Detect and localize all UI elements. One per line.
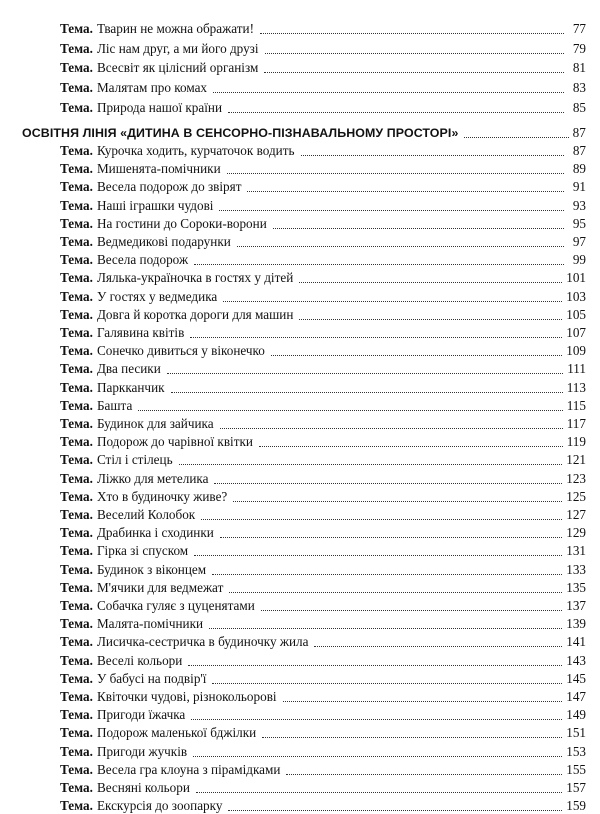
- entry-page-number: 147: [566, 689, 586, 704]
- entry-label: Тема.: [60, 488, 93, 504]
- entry-title: Ведмедикові подарунки: [96, 234, 231, 249]
- toc-entry: [60, 670, 586, 687]
- entry-label: Тема.: [60, 252, 93, 268]
- entry-title: Всесвіт як цілісний організм: [96, 60, 259, 76]
- toc-entry: [60, 160, 586, 177]
- entry-label: Тема.: [60, 99, 93, 115]
- toc-entry: [60, 724, 586, 741]
- entry-title: Весняні кольори: [96, 780, 190, 795]
- toc-entry: [60, 470, 586, 487]
- entry-label: Тема.: [60, 689, 93, 704]
- toc-entry: [60, 99, 586, 116]
- toc-entry: [60, 233, 586, 250]
- entry-page-number: 127: [566, 507, 586, 522]
- entry-title: Лисичка-сестричка в будиночку жила: [96, 634, 309, 650]
- toc-entry: [60, 761, 586, 778]
- entry-label: Тема.: [60, 652, 93, 668]
- entry-page-number: 95: [572, 215, 586, 231]
- entry-label: Тема.: [60, 40, 93, 56]
- entry-page-number: 111: [567, 361, 586, 377]
- dot-leader: [194, 554, 562, 556]
- entry-page-number: 107: [566, 325, 586, 340]
- dot-leader: [228, 111, 564, 113]
- entry-label: Тема.: [60, 60, 93, 76]
- entry-page-number: 157: [566, 780, 586, 795]
- dot-leader: [190, 336, 562, 338]
- toc-entry: [60, 59, 586, 76]
- dot-leader: [219, 209, 564, 211]
- dot-leader: [299, 318, 562, 320]
- entry-label: Тема.: [60, 707, 93, 723]
- dot-leader: [261, 609, 562, 611]
- entry-label: Тема.: [60, 80, 93, 96]
- entry-page-number: 121: [566, 452, 586, 468]
- dot-leader: [171, 391, 563, 393]
- toc-entry: [60, 633, 586, 650]
- dot-leader: [209, 627, 562, 629]
- entry-title: Будинок з віконцем: [96, 561, 207, 577]
- entry-title: Собачка гуляє з цуценятами: [96, 598, 255, 613]
- toc-entry: [60, 506, 586, 523]
- dot-leader: [229, 591, 562, 593]
- entry-title: На гостини до Сороки-ворони: [96, 215, 267, 231]
- entry-title: Курочка ходить, курчаточок водить: [96, 143, 295, 158]
- entry-page-number: 149: [566, 707, 586, 723]
- toc-entry: [60, 215, 586, 232]
- entry-label: Тема.: [60, 579, 93, 595]
- dot-leader: [227, 172, 564, 174]
- entry-title: Веселий Колобок: [96, 507, 196, 522]
- entry-label: Тема.: [60, 543, 93, 559]
- entry-title: Малятам про комах: [96, 80, 208, 96]
- entry-page-number: 135: [566, 579, 586, 595]
- toc-entry: [60, 324, 586, 341]
- dot-leader: [237, 245, 564, 247]
- entry-title: Сонечко дивиться у віконечко: [96, 343, 265, 359]
- entry-label: Тема.: [60, 780, 93, 795]
- entry-page-number: 151: [566, 725, 586, 741]
- entry-label: Тема.: [60, 306, 93, 322]
- entry-page-number: 83: [572, 80, 586, 96]
- entry-page-number: 113: [566, 379, 586, 395]
- toc-entry: [60, 524, 586, 541]
- entry-label: Тема.: [60, 743, 93, 759]
- entry-label: Тема.: [60, 452, 93, 468]
- toc-entry: [60, 451, 586, 468]
- entry-page-number: 143: [566, 652, 586, 668]
- entry-page-number: 109: [566, 343, 586, 359]
- entry-label: Тема.: [60, 525, 93, 541]
- entry-label: Тема.: [60, 397, 93, 413]
- entry-page-number: 141: [566, 634, 586, 650]
- entry-page-number: 91: [572, 179, 586, 195]
- toc-entry: [60, 342, 586, 359]
- dot-leader: [286, 773, 562, 775]
- entry-label: Тема.: [60, 379, 93, 395]
- dot-leader: [191, 718, 562, 720]
- toc-entry: [60, 542, 586, 559]
- toc-entry: [60, 597, 586, 614]
- entry-title: Мишенята-помічники: [96, 161, 221, 177]
- entry-title: Драбинка і сходинки: [96, 525, 214, 541]
- entry-label: Тема.: [60, 725, 93, 741]
- entry-label: Тема.: [60, 761, 93, 777]
- section-page-number: 87: [572, 125, 586, 140]
- toc-entry: [60, 360, 586, 377]
- dot-leader: [214, 482, 562, 484]
- entry-title: Наші іграшки чудові: [96, 197, 214, 213]
- dot-leader: [220, 536, 562, 538]
- entry-title: Квіточки чудові, різнокольорові: [96, 689, 277, 704]
- entry-page-number: 85: [572, 99, 586, 115]
- toc-entry: [60, 20, 586, 37]
- entry-title: Подорож маленької бджілки: [96, 725, 257, 741]
- dot-leader: [247, 190, 564, 192]
- entry-title: Два песики: [96, 361, 161, 377]
- entry-page-number: 115: [566, 397, 586, 413]
- toc-entry: [60, 561, 586, 578]
- entry-label: Тема.: [60, 434, 93, 450]
- entry-title: Малята-помічники: [96, 616, 204, 632]
- toc-entry: [60, 688, 586, 705]
- entry-page-number: 105: [566, 306, 586, 322]
- dot-leader: [179, 463, 563, 465]
- entry-page-number: 99: [572, 252, 586, 268]
- toc-entry: [60, 415, 586, 432]
- entry-page-number: 97: [572, 234, 586, 249]
- entry-page-number: 79: [572, 40, 586, 56]
- entry-title: У бабусі на подвір'ї: [96, 670, 207, 686]
- dot-leader: [265, 52, 564, 54]
- entry-title: М'ячики для ведмежат: [96, 579, 224, 595]
- dot-leader: [301, 154, 564, 156]
- toc-entry: [60, 706, 586, 723]
- entry-page-number: 103: [566, 288, 586, 304]
- entry-title: У гостях у ведмедика: [96, 288, 218, 304]
- dot-leader: [212, 573, 562, 575]
- entry-title: Весела подорож до звірят: [96, 179, 242, 195]
- entry-title: Екскурсія до зоопарку: [96, 798, 223, 814]
- toc-entry: [60, 251, 586, 268]
- entry-label: Тема.: [60, 616, 93, 632]
- toc-entry: [60, 579, 586, 596]
- entry-page-number: 155: [566, 761, 586, 777]
- entry-page-number: 101: [566, 270, 586, 286]
- toc-entry: [60, 306, 586, 323]
- entry-label: Тема.: [60, 470, 93, 486]
- dot-leader: [188, 664, 562, 666]
- dot-leader: [464, 136, 568, 138]
- entry-title: Ліс нам друг, а ми його друзі: [96, 40, 259, 56]
- toc-entry: [60, 379, 586, 396]
- dot-leader: [193, 755, 562, 757]
- entry-label: Тема.: [60, 598, 93, 613]
- entry-title: Подорож до чарівної квітки: [96, 434, 253, 450]
- entry-title: Веселі кольори: [96, 652, 183, 668]
- entry-title: Тварин не можна ображати!: [96, 21, 254, 36]
- entry-label: Тема.: [60, 561, 93, 577]
- toc-entry: [60, 288, 586, 305]
- entry-page-number: 117: [566, 416, 586, 431]
- toc-entry: [60, 79, 586, 96]
- entry-title: Пригоди їжачка: [96, 707, 186, 723]
- entry-label: Тема.: [60, 21, 93, 36]
- dot-leader: [271, 354, 562, 356]
- dot-leader: [223, 300, 562, 302]
- entry-page-number: 133: [566, 561, 586, 577]
- entry-title: Гірка зі спуском: [96, 543, 189, 559]
- entry-page-number: 139: [566, 616, 586, 632]
- dot-leader: [283, 700, 563, 702]
- entry-page-number: 131: [566, 543, 586, 559]
- toc-entry: [60, 743, 586, 760]
- entry-label: Тема.: [60, 325, 93, 340]
- toc-entry: [60, 779, 586, 796]
- entry-page-number: 145: [566, 670, 586, 686]
- entry-title: Галявина квітів: [96, 325, 185, 340]
- toc-entry: [60, 488, 586, 505]
- dot-leader: [228, 809, 562, 811]
- entry-title: Весела гра клоуна з пірамідками: [96, 761, 281, 777]
- entry-title: Хто в будиночку живе?: [96, 488, 228, 504]
- entry-label: Тема.: [60, 234, 93, 249]
- entry-page-number: 123: [566, 470, 586, 486]
- entry-page-number: 159: [566, 798, 586, 814]
- entry-label: Тема.: [60, 179, 93, 195]
- dot-leader: [264, 71, 564, 73]
- toc-entry: [60, 797, 586, 814]
- toc-entry: [60, 269, 586, 286]
- entry-title: Ліжко для метелика: [96, 470, 209, 486]
- toc-entry: [60, 397, 586, 414]
- entry-title: Весела подорож: [96, 252, 189, 268]
- toc-entry: [60, 197, 586, 214]
- section-heading: [22, 124, 586, 141]
- entry-page-number: 81: [572, 60, 586, 76]
- entry-label: Тема.: [60, 798, 93, 814]
- entry-page-number: 87: [572, 143, 586, 158]
- toc-entry: [60, 178, 586, 195]
- toc-entry: [60, 142, 586, 159]
- dot-leader: [260, 32, 564, 34]
- entry-page-number: 137: [566, 598, 586, 613]
- entry-label: Тема.: [60, 634, 93, 650]
- entry-page-number: 119: [566, 434, 586, 450]
- entry-page-number: 77: [572, 21, 586, 36]
- dot-leader: [314, 645, 562, 647]
- entry-title: Природа нашої країни: [96, 99, 223, 115]
- entry-label: Тема.: [60, 288, 93, 304]
- entry-page-number: 89: [572, 161, 586, 177]
- entry-title: Довга й коротка дороги для машин: [96, 306, 294, 322]
- dot-leader: [299, 281, 562, 283]
- toc-entry: [60, 615, 586, 632]
- dot-leader: [196, 791, 562, 793]
- dot-leader: [138, 409, 562, 411]
- dot-leader: [194, 263, 564, 265]
- dot-leader: [262, 736, 562, 738]
- entry-title: Будинок для зайчика: [96, 416, 214, 431]
- entry-label: Тема.: [60, 143, 93, 158]
- dot-leader: [220, 427, 563, 429]
- entry-page-number: 125: [566, 488, 586, 504]
- dot-leader: [233, 500, 562, 502]
- entry-label: Тема.: [60, 507, 93, 522]
- dot-leader: [201, 518, 562, 520]
- entry-title: Стіл і стілець: [96, 452, 173, 468]
- entry-title: Башта: [96, 397, 133, 413]
- entry-title: Лялька-україночка в гостях у дітей: [96, 270, 294, 286]
- entry-label: Тема.: [60, 343, 93, 359]
- entry-title: Пригоди жучків: [96, 743, 188, 759]
- entry-label: Тема.: [60, 197, 93, 213]
- entry-label: Тема.: [60, 215, 93, 231]
- entry-page-number: 129: [566, 525, 586, 541]
- toc-entry: [60, 433, 586, 450]
- dot-leader: [167, 372, 563, 374]
- entry-label: Тема.: [60, 416, 93, 431]
- dot-leader: [213, 91, 564, 93]
- toc-entry: [60, 40, 586, 57]
- dot-leader: [259, 445, 563, 447]
- entry-label: Тема.: [60, 670, 93, 686]
- section-title: ОСВІТНЯ ЛІНІЯ «ДИТИНА В СЕНСОРНО-ПІЗНАВАЛЬНОМУ ПРОСТОРІ»: [22, 126, 459, 140]
- entry-label: Тема.: [60, 361, 93, 377]
- entry-label: Тема.: [60, 270, 93, 286]
- entry-label: Тема.: [60, 161, 93, 177]
- dot-leader: [273, 227, 564, 229]
- entry-page-number: 93: [572, 197, 586, 213]
- entry-title: Паркканчик: [96, 379, 165, 395]
- dot-leader: [212, 682, 562, 684]
- entry-page-number: 153: [566, 743, 586, 759]
- toc-entry: [60, 652, 586, 669]
